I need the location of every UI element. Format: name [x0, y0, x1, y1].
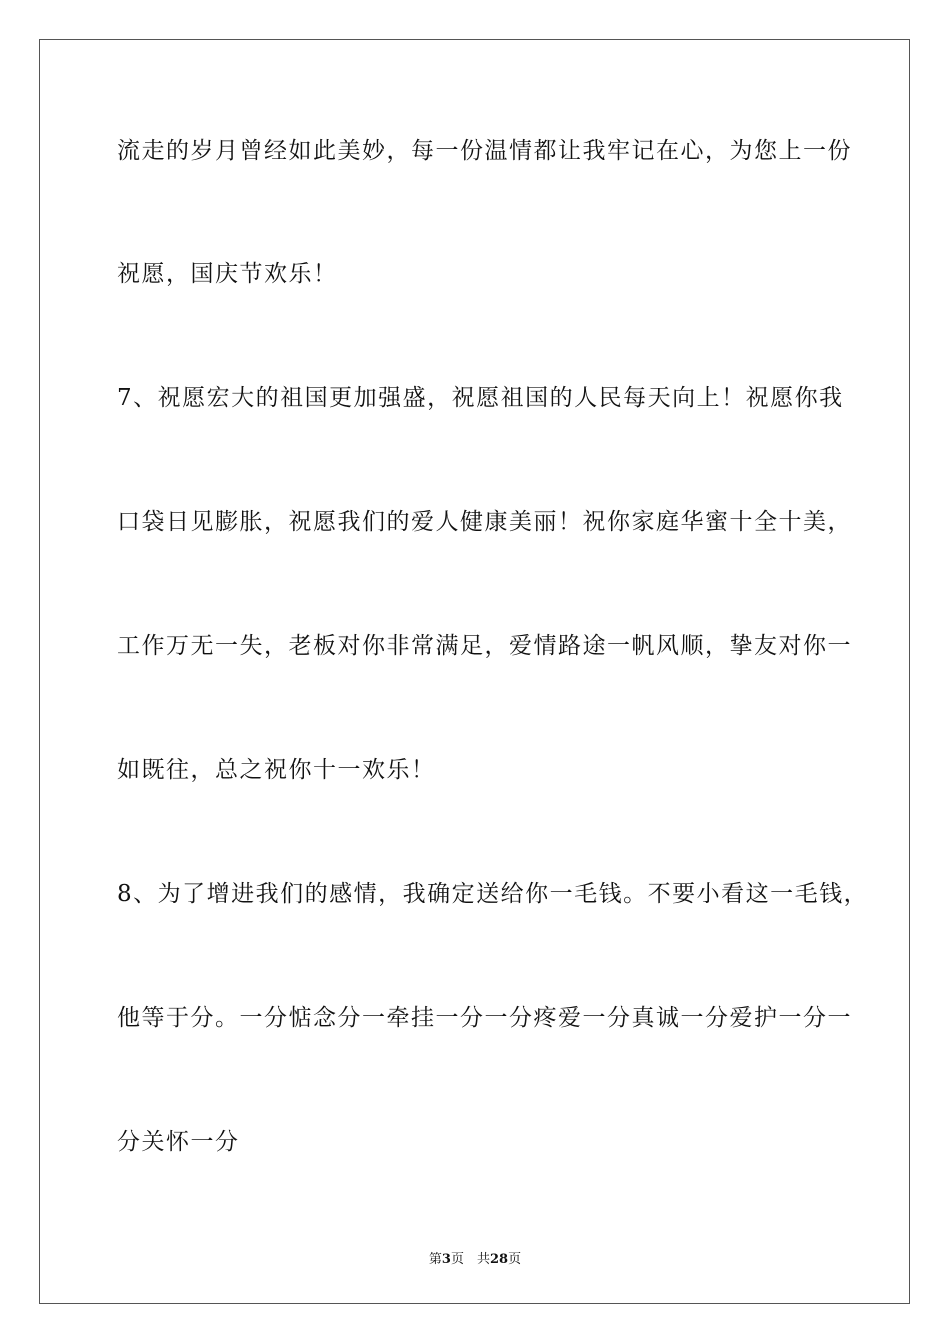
body-text-line: 工作万无一失，老板对你非常满足，爱情路途一帆风顺，挚友对你一	[117, 633, 852, 659]
page-frame	[39, 39, 910, 1304]
page-number-footer	[0, 1248, 950, 1267]
body-text-line: 他等于分。一分惦念分一牵挂一分一分疼爱一分真诚一分爱护一分一	[117, 1005, 852, 1031]
page-separator: 页 共	[450, 1252, 490, 1267]
body-text-line: 7、祝愿宏大的祖国更加强盛，祝愿祖国的人民每天向上！祝愿你我	[117, 385, 844, 411]
current-page-number: 3	[441, 1252, 451, 1267]
body-text-line: 祝愿，国庆节欢乐！	[117, 261, 338, 287]
body-text-line: 分关怀一分	[117, 1129, 240, 1155]
page-prefix: 第	[428, 1252, 442, 1267]
body-text-line: 流走的岁月曾经如此美妙，每一份温情都让我牢记在心，为您上一份	[117, 138, 852, 164]
body-text-line: 如既往，总之祝你十一欢乐！	[117, 757, 436, 783]
body-text-line: 口袋日见膨胀，祝愿我们的爱人健康美丽！祝你家庭华蜜十全十美，	[117, 509, 852, 535]
page-suffix: 页	[508, 1252, 522, 1267]
body-text-line: 8、为了增进我们的感情，我确定送给你一毛钱。不要小看这一毛钱，	[117, 881, 869, 907]
total-page-count: 28	[489, 1252, 509, 1267]
